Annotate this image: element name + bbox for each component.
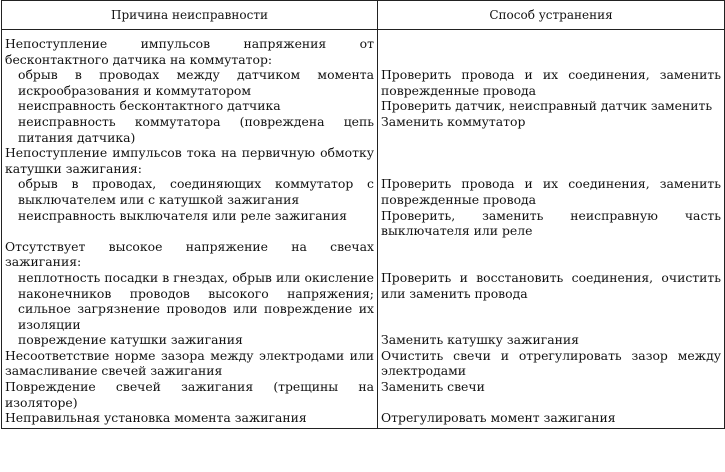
table-row bbox=[2, 410, 725, 428]
cause-cell: Отсутствует высокое напряжение на свечах зажигания: bbox=[2, 239, 378, 270]
cause-cell: неисправность выключателя или реле зажигания bbox=[2, 208, 378, 239]
remedy-cell: Заменить коммутатор bbox=[378, 114, 725, 145]
cause-cell: Неправильная установка момента зажигания bbox=[2, 410, 378, 428]
table-row bbox=[2, 270, 725, 332]
table-row bbox=[2, 145, 725, 176]
table-row bbox=[2, 67, 725, 98]
table-row bbox=[2, 332, 725, 348]
remedy-cell bbox=[378, 239, 725, 270]
table-row bbox=[2, 208, 725, 239]
remedy-cell: Заменить свечи bbox=[378, 379, 725, 410]
troubleshooting-table bbox=[1, 0, 725, 429]
remedy-cell bbox=[378, 145, 725, 176]
remedy-cell: Проверить, заменить неисправную часть выключателя или реле bbox=[378, 208, 725, 239]
cause-cell: неисправность бесконтактного датчика bbox=[2, 98, 378, 114]
remedy-cell: Отрегулировать момент зажигания bbox=[378, 410, 725, 428]
remedy-cell: Проверить провода и их соединения, заменить поврежденные провода bbox=[378, 176, 725, 207]
header-row bbox=[2, 1, 725, 30]
cause-cell: обрыв в проводах, соединяющих коммутатор с выключателем или с катушкой зажигания bbox=[2, 176, 378, 207]
header-cause: Причина неисправности bbox=[2, 1, 378, 30]
cause-cell: Непоступление импульсов напряжения от бесконтактного датчика на коммутатор: bbox=[2, 30, 378, 68]
table-row bbox=[2, 114, 725, 145]
cause-cell: неисправность коммутатора (повреждена цепь питания датчика) bbox=[2, 114, 378, 145]
remedy-cell: Проверить и восстановить соединения, очистить или заменить провода bbox=[378, 270, 725, 332]
table-row bbox=[2, 176, 725, 207]
header-remedy: Способ устранения bbox=[378, 1, 725, 30]
cause-cell: Повреждение свечей зажигания (трещины на изоляторе) bbox=[2, 379, 378, 410]
table-row bbox=[2, 239, 725, 270]
cause-cell: Непоступление импульсов тока на первичную обмотку катушки зажигания: bbox=[2, 145, 378, 176]
remedy-cell: Заменить катушку зажигания bbox=[378, 332, 725, 348]
cause-cell: обрыв в проводах между датчиком момента искрообразования и коммутатором bbox=[2, 67, 378, 98]
table-row bbox=[2, 348, 725, 379]
table-row bbox=[2, 98, 725, 114]
cause-cell: Несоответствие норме зазора между электродами или замасливание свечей зажигания bbox=[2, 348, 378, 379]
table-row bbox=[2, 30, 725, 68]
cause-cell: повреждение катушки зажигания bbox=[2, 332, 378, 348]
remedy-cell: Проверить датчик, неисправный датчик заменить bbox=[378, 98, 725, 114]
cause-cell: неплотность посадки в гнездах, обрыв или окисление наконечников проводов высокого напряжения; сильное загрязнение проводов или повреждение их изоляции bbox=[2, 270, 378, 332]
remedy-cell: Проверить провода и их соединения, заменить поврежденные провода bbox=[378, 67, 725, 98]
remedy-cell: Очистить свечи и отрегулировать зазор между электродами bbox=[378, 348, 725, 379]
table-row bbox=[2, 379, 725, 410]
remedy-cell bbox=[378, 30, 725, 68]
